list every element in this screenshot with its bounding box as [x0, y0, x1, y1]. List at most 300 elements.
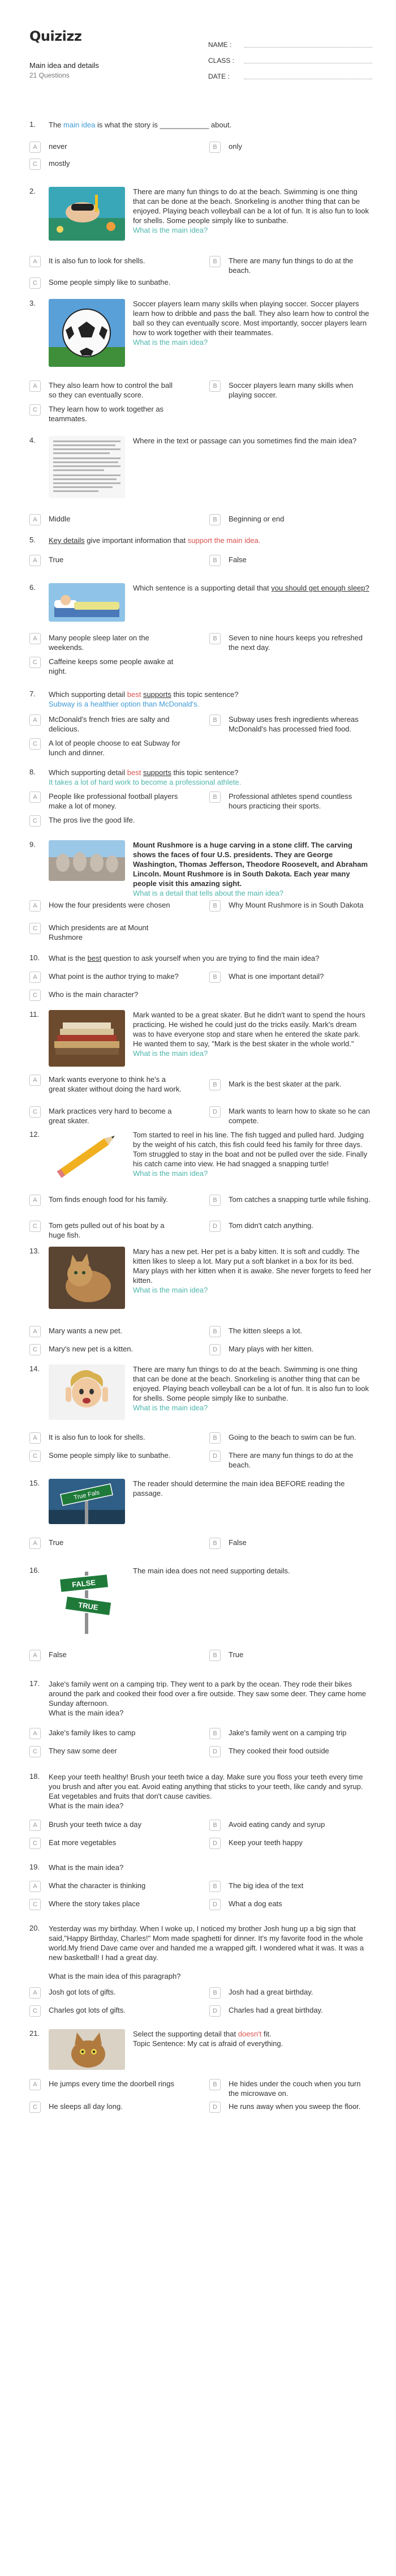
option-letter: A — [29, 1326, 41, 1337]
question-number: 9. — [29, 840, 36, 849]
underlined-text: Key details — [49, 536, 85, 545]
question-number: 6. — [29, 583, 36, 592]
topic-sentence: Topic Sentence: My cat is afraid of everything. — [133, 2039, 283, 2048]
rushmore-illustration — [49, 840, 125, 881]
option-text: Caffeine keeps some people awake at night. — [49, 657, 174, 675]
option-c[interactable] — [29, 1106, 182, 1126]
underlined-text: supports — [143, 768, 171, 777]
highlight-text: best — [127, 768, 141, 777]
option-a[interactable] — [29, 2079, 182, 2090]
option-b[interactable] — [209, 1326, 372, 1337]
option-letter: C — [29, 1106, 41, 1118]
option-c[interactable] — [29, 1450, 182, 1462]
worksheet-header — [0, 0, 396, 91]
option-letter: C — [29, 923, 41, 934]
option-letter: C — [29, 1899, 41, 1910]
option-a[interactable] — [29, 1820, 182, 1831]
option-letter: B — [209, 1728, 221, 1739]
quiz-title: Main idea and details — [29, 61, 99, 70]
option-text: Jake's family went on a camping trip — [229, 1728, 347, 1737]
option-letter: B — [209, 2079, 221, 2090]
option-a[interactable] — [29, 380, 182, 400]
text-part: question to ask yourself when you are trying to find the main idea? — [101, 954, 320, 962]
option-text: Eat more vegetables — [49, 1838, 117, 1847]
option-letter: C — [29, 738, 41, 750]
question-number: 10. — [29, 953, 40, 962]
option-text: Some people simply like to sunbathe. — [49, 278, 171, 286]
option-text: Mary plays with her kitten. — [229, 1345, 314, 1353]
passage-text: There are many fun things to do at the beach. Swimming is one thing that can be done at the beach. Snorkeling is another thing that can be enjoyed. Playing beach volleyball can be a lot of fun. It is also fun to look for shells. Some people simply like to sunbathe. — [133, 1365, 369, 1402]
option-letter: A — [29, 900, 41, 912]
option-d[interactable] — [209, 2102, 372, 2113]
question-21 — [29, 2029, 372, 2070]
option-c[interactable] — [29, 159, 182, 170]
option-b[interactable] — [209, 1987, 372, 1999]
question-number: 19. — [29, 1863, 40, 1871]
prompt-text: What is the main idea? — [133, 338, 208, 346]
option-text: Tom catches a snapping turtle while fishing. — [229, 1195, 371, 1204]
option-a[interactable] — [29, 256, 182, 267]
option-b[interactable] — [209, 714, 372, 734]
option-text: What a dog eats — [229, 1899, 282, 1908]
question-17 — [29, 1679, 372, 1718]
option-d[interactable] — [209, 1899, 372, 1910]
underlined-text: you should get enough sleep? — [271, 584, 369, 592]
option-letter: D — [209, 1746, 221, 1757]
option-a[interactable] — [29, 1987, 182, 1999]
option-c[interactable] — [29, 404, 182, 423]
option-text: What point is the author trying to make? — [49, 972, 179, 981]
option-letter: A — [29, 1075, 41, 1086]
option-text: Professional athletes spend countless hours practicing their sports. — [229, 792, 352, 810]
road-sign-illustration — [49, 1479, 125, 1524]
option-letter: D — [209, 1899, 221, 1910]
option-letter: A — [29, 142, 41, 153]
underlined-text: supports — [143, 690, 171, 699]
option-text: Mary wants a new pet. — [49, 1326, 123, 1335]
question-text: What is the main idea? — [49, 1863, 124, 1872]
option-text: Mark wants everyone to think he's a great skater without doing the hard work. — [49, 1075, 182, 1093]
option-text: only — [229, 142, 242, 151]
option-d[interactable] — [209, 1838, 372, 1849]
text-part: fit. — [261, 2030, 272, 2038]
option-text: True — [229, 1650, 244, 1659]
question-number: 2. — [29, 187, 36, 195]
option-letter: A — [29, 1728, 41, 1739]
option-letter: B — [209, 1079, 221, 1090]
option-b[interactable] — [209, 633, 372, 652]
option-text: Charles had a great birthday. — [229, 2006, 323, 2014]
option-b[interactable] — [209, 514, 372, 525]
prompt-text: What is the main idea? — [133, 1049, 208, 1058]
option-letter: A — [29, 514, 41, 525]
option-a[interactable] — [29, 555, 182, 566]
option-letter: C — [29, 1746, 41, 1757]
prompt-text: What is a detail that tells about the main idea? — [133, 889, 283, 897]
question-text — [49, 690, 372, 709]
option-letter: A — [29, 1650, 41, 1661]
topic-sentence: Subway is a healthier option than McDonald's. — [49, 700, 200, 708]
option-a[interactable] — [29, 142, 182, 153]
true-false-sign-image — [49, 1479, 125, 1524]
text-part: is what the story is ____________ about. — [95, 121, 232, 129]
option-letter: D — [209, 1838, 221, 1849]
text-document-image — [49, 436, 125, 498]
option-c[interactable] — [29, 990, 182, 1001]
option-text: He runs away when you sweep the floor. — [229, 2102, 361, 2111]
option-text: Some people simply like to sunbathe. — [49, 1451, 171, 1460]
option-b[interactable] — [209, 555, 372, 566]
option-text: mostly — [49, 159, 70, 168]
question-6 — [29, 583, 372, 622]
option-letter: B — [209, 142, 221, 153]
option-text: False — [229, 1538, 247, 1547]
option-d[interactable] — [209, 1450, 372, 1470]
option-b[interactable] — [209, 1538, 372, 1549]
question-text: The main idea does not need supporting details. — [133, 1567, 290, 1575]
false-true-sign-image — [49, 1566, 125, 1634]
passage-text: Mount Rushmore is a huge carving in a stone cliff. The carving shows the faces of four U.S. presidents. They are George Washington, Thomas Jefferson, Theodore Roosevelt, and Abraham Lincoln. Mount Rushmore is in South Dakota. Each year many people visit this amazing sight. — [133, 841, 368, 888]
books-illustration — [49, 1010, 125, 1067]
option-a[interactable] — [29, 791, 182, 811]
question-number: 16. — [29, 1566, 40, 1574]
option-a[interactable] — [29, 1432, 182, 1444]
option-text: They cooked their food outside — [229, 1747, 329, 1755]
option-a[interactable] — [29, 1538, 182, 1549]
question-10 — [29, 953, 372, 963]
prompt-text: What is the main idea? — [49, 1802, 124, 1810]
highlight-text: best — [127, 690, 141, 699]
option-text: Josh got lots of gifts. — [49, 1988, 116, 1996]
text-part: Which sentence is a supporting detail that — [133, 584, 272, 592]
option-text: They saw some deer — [49, 1747, 117, 1755]
sleeping-illustration — [49, 583, 125, 622]
option-letter: B — [209, 1326, 221, 1337]
option-d[interactable] — [209, 1344, 372, 1355]
option-c[interactable] — [29, 738, 182, 758]
logo-text: Quizizz — [29, 28, 82, 44]
option-text: Subway uses fresh ingredients whereas McDonald's has processed fried food. — [229, 715, 359, 733]
option-a[interactable] — [29, 1326, 182, 1337]
option-letter: B — [209, 1881, 221, 1892]
text-part: Select the supporting detail that — [133, 2030, 238, 2038]
question-number: 12. — [29, 1130, 40, 1139]
option-letter: A — [29, 256, 41, 267]
option-letter: B — [209, 633, 221, 644]
frustrated-person-image — [49, 1364, 125, 1420]
prompt-text: What is the main idea? — [133, 226, 208, 234]
option-letter: A — [29, 1881, 41, 1892]
passage-text: Soccer players learn many skills when playing soccer. Soccer players learn how to dribble and pass the ball. They also learn how to control the ball so they can eventually score. Most importantly, soccer players learn how to work together with their teammates. — [133, 299, 369, 337]
question-14 — [29, 1364, 372, 1420]
option-d[interactable] — [209, 1221, 372, 1232]
option-b[interactable] — [209, 256, 372, 275]
option-c[interactable] — [29, 1344, 182, 1355]
text-part: The — [49, 121, 64, 129]
class-field[interactable] — [244, 56, 372, 63]
option-b[interactable] — [209, 900, 372, 912]
option-c[interactable] — [29, 1746, 182, 1757]
option-letter: D — [209, 1344, 221, 1355]
option-text: The big idea of the text — [229, 1881, 304, 1890]
option-c[interactable] — [29, 1838, 182, 1849]
text-part: this topic sentence? — [171, 690, 239, 699]
sign-text: True Fals — [73, 1489, 100, 1501]
option-a[interactable] — [29, 514, 182, 525]
question-20 — [29, 1924, 372, 1981]
question-text: The reader should determine the main idea BEFORE reading the passage. — [133, 1479, 345, 1497]
question-number: 7. — [29, 690, 36, 698]
option-text: Charles got lots of gifts. — [49, 2006, 126, 2014]
option-text: False — [229, 555, 247, 564]
option-letter: B — [209, 900, 221, 912]
option-text: never — [49, 142, 67, 151]
option-text: Which presidents are at Mount Rushmore — [49, 923, 149, 942]
option-text: Josh had a great birthday. — [229, 1988, 313, 1996]
option-b[interactable] — [209, 972, 372, 983]
option-text: True — [49, 1538, 64, 1547]
option-letter: A — [29, 1195, 41, 1206]
option-text: Jake's family likes to camp — [49, 1728, 136, 1737]
option-letter: A — [29, 1987, 41, 1999]
option-text: Tom gets pulled out of his boat by a huge fish. — [49, 1221, 165, 1239]
prompt-text: What is the main idea? — [133, 1169, 208, 1178]
passage-text: Jake's family went on a camping trip. They went to a park by the ocean. They rode their bikes around the park and cooked their food over a fire outside. They saw some deer. They came home Sunday afternoon. — [49, 1680, 367, 1708]
topic-sentence: It takes a lot of hard work to become a professional athlete. — [49, 778, 242, 786]
option-letter: D — [209, 1106, 221, 1118]
option-letter: A — [29, 633, 41, 644]
prompt-text: What is the main idea? — [49, 1709, 124, 1717]
option-text: There are many fun things to do at the beach. — [229, 256, 354, 275]
option-text: Avoid eating candy and syrup — [229, 1820, 325, 1829]
sleeping-image — [49, 583, 125, 622]
option-text: He sleeps all day long. — [49, 2102, 123, 2111]
prompt-text: What is the main idea? — [133, 1286, 208, 1294]
option-b[interactable] — [209, 1432, 372, 1444]
option-text: Mark is the best skater at the park. — [229, 1080, 342, 1088]
date-field[interactable] — [244, 72, 372, 79]
option-letter: B — [209, 555, 221, 566]
question-15 — [29, 1479, 372, 1524]
question-4 — [29, 436, 372, 498]
question-19 — [29, 1863, 372, 1872]
mount-rushmore-image — [49, 840, 125, 881]
sign-text-false: FALSE — [71, 1578, 96, 1589]
question-1 — [29, 120, 372, 130]
highlight-text: support the main idea. — [187, 536, 261, 545]
document-illustration — [49, 436, 125, 498]
name-field[interactable] — [244, 40, 372, 48]
option-a[interactable] — [29, 1650, 182, 1661]
option-text: Tom finds enough food for his family. — [49, 1195, 168, 1204]
snorkel-image — [49, 187, 125, 241]
option-letter: A — [29, 714, 41, 726]
option-text: The kitten sleeps a lot. — [229, 1326, 303, 1335]
class-label: CLASS : — [208, 57, 235, 65]
option-letter: D — [209, 2005, 221, 2017]
question-number: 4. — [29, 436, 36, 444]
option-text: Going to the beach to swim can be fun. — [229, 1433, 356, 1441]
text-part: What is the — [49, 954, 88, 962]
option-text: Keep your teeth happy — [229, 1838, 303, 1847]
option-a[interactable] — [29, 714, 182, 734]
option-text: A lot of people choose to eat Subway for lunch and dinner. — [49, 739, 180, 757]
underlined-text: best — [87, 954, 102, 962]
question-text — [49, 120, 372, 130]
option-letter: C — [29, 1838, 41, 1849]
option-text: Where the story takes place — [49, 1899, 140, 1908]
option-a[interactable] — [29, 1728, 182, 1739]
option-text: They also learn how to control the ball so they can eventually score. — [49, 381, 173, 399]
prompt-text: What is the main idea? — [133, 1403, 208, 1412]
question-2 — [29, 187, 372, 241]
prompt-text: What is the main idea of this paragraph? — [49, 1972, 181, 1980]
option-letter: A — [29, 1538, 41, 1549]
question-text — [49, 536, 372, 545]
option-a[interactable] — [29, 1075, 182, 1094]
question-number: 20. — [29, 1924, 40, 1932]
option-letter: C — [29, 2005, 41, 2017]
option-letter: C — [29, 657, 41, 668]
kitten-image — [49, 1247, 125, 1309]
option-b[interactable] — [209, 142, 372, 153]
option-c[interactable] — [29, 2102, 182, 2113]
question-13 — [29, 1247, 372, 1309]
option-letter: C — [29, 2102, 41, 2113]
highlight-text: doesn't — [238, 2030, 262, 2038]
option-text: It is also fun to look for shells. — [49, 1433, 145, 1441]
option-text: True — [49, 555, 64, 564]
option-b[interactable] — [209, 2079, 372, 2098]
option-text: People like professional football players make a lot of money. — [49, 792, 178, 810]
option-text: Who is the main character? — [49, 990, 139, 999]
option-c[interactable] — [29, 923, 182, 942]
option-letter: A — [29, 791, 41, 803]
question-12 — [29, 1130, 372, 1181]
option-letter: B — [209, 256, 221, 267]
quizizz-logo — [29, 28, 81, 44]
option-letter: C — [29, 990, 41, 1001]
option-a[interactable] — [29, 900, 182, 912]
question-number: 5. — [29, 536, 36, 544]
option-text: It is also fun to look for shells. — [49, 256, 145, 265]
name-label: NAME : — [208, 41, 232, 49]
option-text: Why Mount Rushmore is in South Dakota — [229, 901, 364, 909]
option-text: False — [49, 1650, 67, 1659]
question-number: 13. — [29, 1247, 40, 1255]
option-letter: B — [209, 1195, 221, 1206]
option-c[interactable] — [29, 815, 182, 827]
option-text: What the character is thinking — [49, 1881, 146, 1890]
option-letter: C — [29, 1450, 41, 1462]
passage-text: Tom started to reel in his line. The fish tugged and pulled hard. Judging by the weight of his catch, this fish could feed his family for three days. Tom struggled to stay in the boat and not be pulled over the side. Finally his catch came into view. He had snagged a snapping turtle! — [133, 1131, 368, 1168]
option-c[interactable] — [29, 277, 182, 289]
option-letter: A — [29, 972, 41, 983]
question-text — [49, 953, 372, 963]
question-number: 17. — [29, 1679, 40, 1688]
option-text: Middle — [49, 515, 71, 523]
class-row — [208, 49, 372, 65]
option-letter: D — [209, 2102, 221, 2113]
option-c[interactable] — [29, 1221, 182, 1240]
option-b[interactable] — [209, 1728, 372, 1739]
option-b[interactable] — [209, 791, 372, 811]
question-9 — [29, 840, 372, 898]
option-a[interactable] — [29, 633, 182, 652]
option-text: Seven to nine hours keeps you refreshed the next day. — [229, 634, 363, 652]
question-number: 21. — [29, 2029, 40, 2038]
option-text: Soccer players learn many skills when playing soccer. — [229, 381, 354, 399]
option-letter: B — [209, 714, 221, 726]
question-number: 1. — [29, 120, 36, 129]
option-b[interactable] — [209, 1881, 372, 1892]
option-b[interactable] — [209, 1650, 372, 1661]
option-text: McDonald's french fries are salty and delicious. — [49, 715, 170, 733]
option-text: What is one important detail? — [229, 972, 324, 981]
option-text: Mark practices very hard to become a great skater. — [49, 1107, 172, 1125]
option-a[interactable] — [29, 1881, 182, 1892]
books-image — [49, 1010, 125, 1067]
option-c[interactable] — [29, 1899, 182, 1910]
option-letter: C — [29, 159, 41, 170]
option-letter: D — [209, 1221, 221, 1232]
option-text: Tom didn't catch anything. — [229, 1221, 313, 1230]
option-letter: A — [29, 380, 41, 392]
option-letter: B — [209, 791, 221, 803]
option-c[interactable] — [29, 2005, 182, 2017]
option-d[interactable] — [209, 2005, 372, 2017]
question-16 — [29, 1566, 372, 1634]
soccer-ball-image — [49, 299, 125, 367]
text-part: this topic sentence? — [171, 768, 239, 777]
question-5 — [29, 536, 372, 545]
passage-text: There are many fun things to do at the beach. Swimming is one thing that can be done at the beach. Snorkeling is another thing that can be enjoyed. Playing beach volleyball can be a lot of fun. It is also fun to look for shells. Some people simply like to sunbathe. — [133, 187, 369, 225]
passage-text: Yesterday was my birthday. When I woke up, I noticed my brother Josh hung up a big sign that said,"Happy Birthday, Charles!" Mom made spaghetti for dinner. It's my favorite food in the whole world.My friend Dave came over and handed me a wrapped gift. I wondered what it was. It was a new basketball! I had a great day. — [49, 1924, 364, 1962]
option-text: Mark wants to learn how to skate so he can compete. — [229, 1107, 371, 1125]
option-b[interactable] — [209, 380, 372, 400]
question-count: 21 Questions — [29, 71, 70, 79]
option-letter: B — [209, 380, 221, 392]
question-8 — [29, 768, 372, 787]
question-number: 3. — [29, 299, 36, 307]
option-b[interactable] — [209, 1079, 372, 1090]
question-text: Where in the text or passage can you sometimes find the main idea? — [133, 437, 357, 445]
option-letter: A — [29, 1820, 41, 1831]
pencil-illustration — [49, 1130, 125, 1181]
option-b[interactable] — [209, 1195, 372, 1206]
option-d[interactable] — [209, 1106, 372, 1126]
option-text: The pros live the good life. — [49, 816, 135, 824]
person-illustration — [49, 1364, 125, 1420]
option-c[interactable] — [29, 657, 182, 676]
kitten-illustration — [49, 1247, 125, 1309]
road-sign-illustration — [49, 1566, 125, 1634]
text-part: Which supporting detail — [49, 768, 127, 777]
option-letter: B — [209, 1987, 221, 1999]
option-letter: D — [209, 1450, 221, 1462]
option-text: He jumps every time the doorbell rings — [49, 2079, 174, 2088]
text-part: Which supporting detail — [49, 690, 127, 699]
option-letter: C — [29, 1221, 41, 1232]
soccer-ball-illustration — [49, 299, 125, 367]
option-letter: A — [29, 1432, 41, 1444]
option-a[interactable] — [29, 972, 182, 983]
question-number: 15. — [29, 1479, 40, 1487]
student-info — [208, 33, 372, 80]
option-b[interactable] — [209, 1820, 372, 1831]
option-d[interactable] — [209, 1746, 372, 1757]
option-a[interactable] — [29, 1195, 182, 1206]
